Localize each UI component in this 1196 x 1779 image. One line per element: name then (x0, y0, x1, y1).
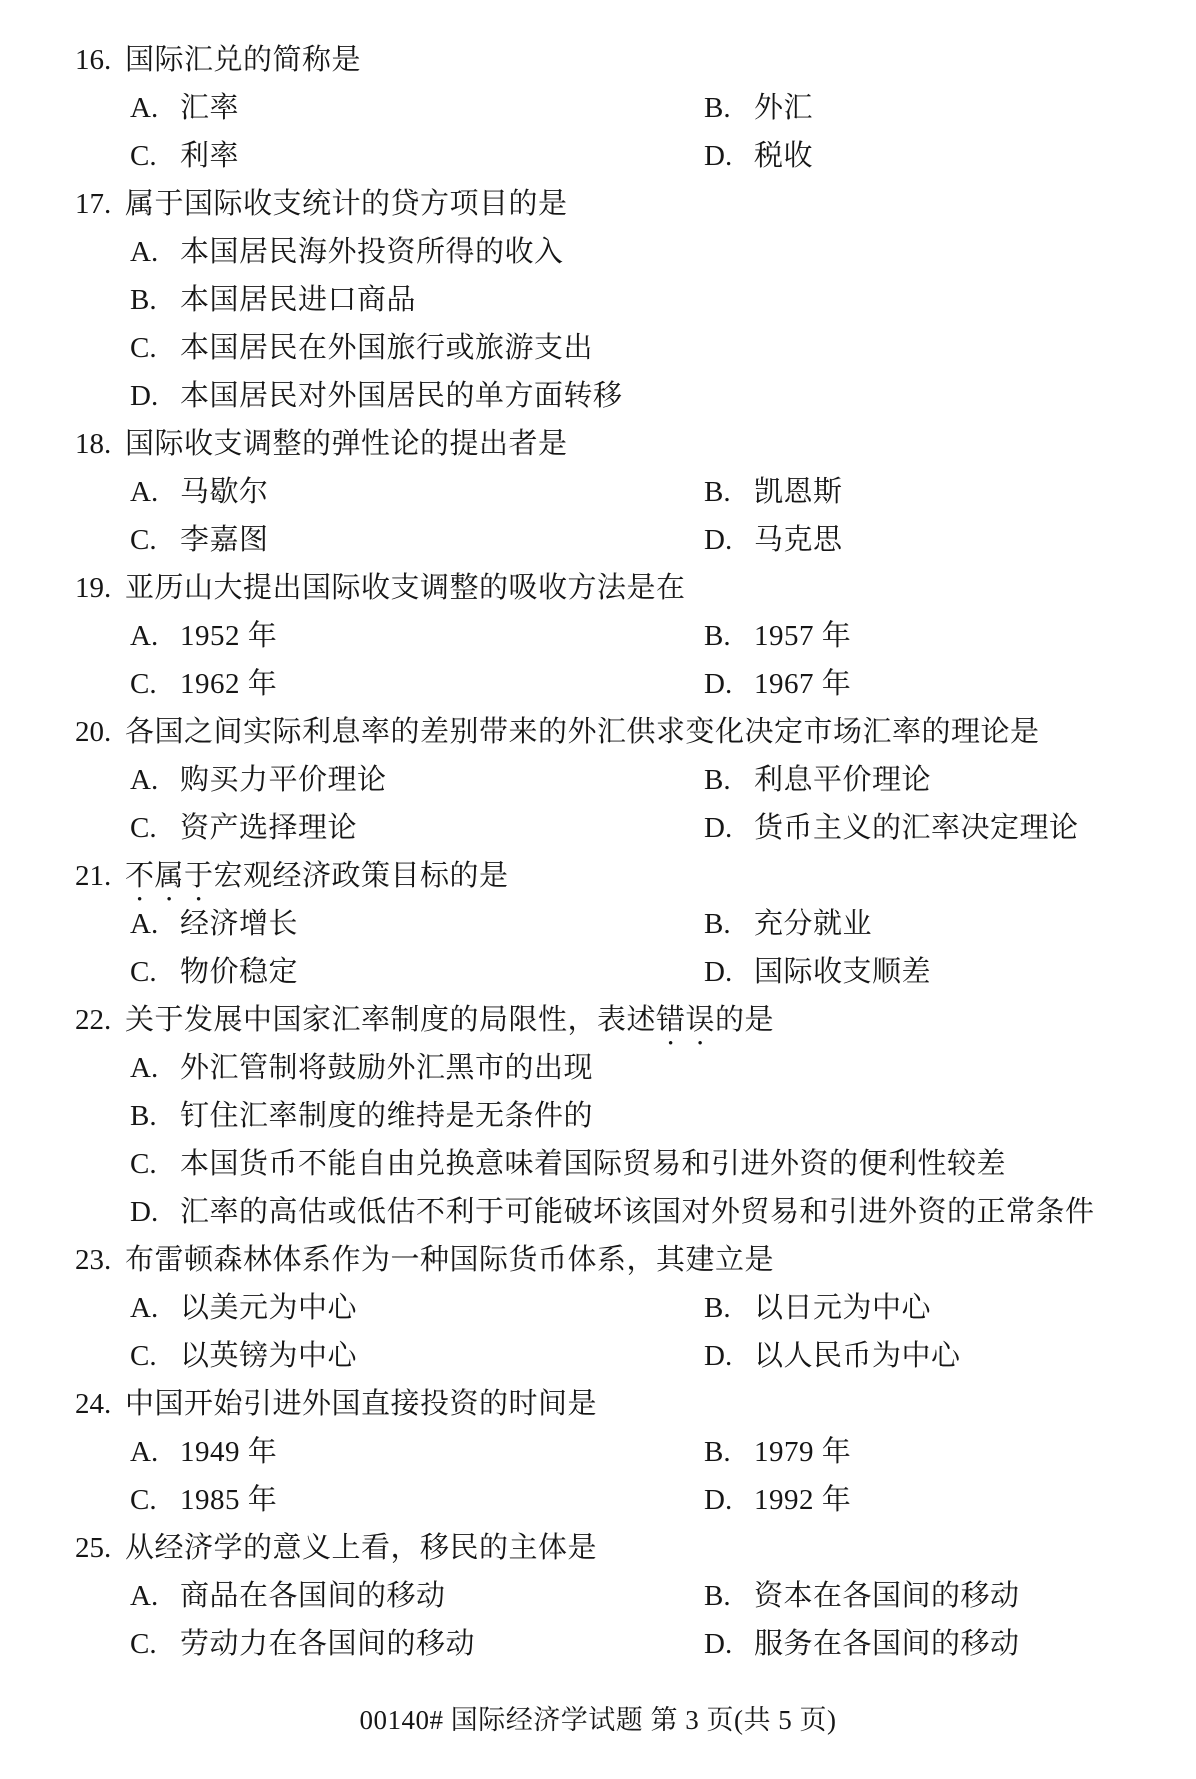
option-text: 以美元为中心 (180, 1292, 358, 1324)
option-letter: A. (130, 1052, 159, 1084)
option-letter: B. (130, 1100, 157, 1132)
option-letter: C. (130, 332, 157, 364)
option-16-C (130, 132, 704, 180)
question-20 (0, 708, 1196, 852)
question-title-row (0, 996, 1196, 1044)
question-17 (0, 180, 1196, 420)
option-text: 1957 年 (754, 620, 852, 652)
question-title (125, 860, 509, 892)
option-21-C (130, 948, 704, 996)
option-letter: D. (704, 1628, 733, 1660)
options-grid (130, 1428, 1196, 1524)
questions-list (0, 36, 1196, 1668)
option-18-A (130, 468, 704, 516)
option-20-D (704, 804, 1196, 852)
question-18 (0, 420, 1196, 564)
option-text: 商品在各国间的移动 (180, 1580, 446, 1612)
option-24-B (704, 1428, 1196, 1476)
question-title (125, 1004, 774, 1036)
question-title-row (0, 564, 1196, 612)
option-17-A (130, 228, 1196, 276)
question-21 (0, 852, 1196, 996)
option-text: 本国居民对外国居民的单方面转移 (180, 380, 623, 412)
option-letter: B. (704, 1580, 731, 1612)
option-17-C (130, 324, 1196, 372)
question-title-row (0, 36, 1196, 84)
option-letter: C. (130, 956, 157, 988)
option-text: 以人民币为中心 (754, 1340, 961, 1372)
option-letter: D. (130, 1196, 159, 1228)
option-letter: A. (130, 92, 159, 124)
option-text: 以日元为中心 (754, 1292, 932, 1324)
option-text: 1949 年 (180, 1436, 278, 1468)
option-text: 凯恩斯 (754, 476, 843, 508)
option-text: 1962 年 (180, 668, 278, 700)
option-text: 购买力平价理论 (180, 764, 387, 796)
option-text: 本国货币不能自由兑换意味着国际贸易和引进外资的便利性较差 (180, 1148, 1007, 1180)
option-text: 外汇 (754, 92, 814, 124)
option-text: 资产选择理论 (180, 812, 358, 844)
option-text: 资本在各国间的移动 (754, 1580, 1020, 1612)
option-text: 1952 年 (180, 620, 278, 652)
option-19-A (130, 612, 704, 660)
title-text: 关于发展中国家汇率制度的局限性，表述 (125, 1004, 657, 1036)
option-text: 李嘉图 (180, 524, 269, 556)
question-title (125, 1388, 597, 1420)
option-letter: A. (130, 1436, 159, 1468)
option-text: 钉住汇率制度的维持是无条件的 (180, 1100, 594, 1132)
question-number: 17. (75, 188, 112, 220)
option-text: 服务在各国间的移动 (754, 1628, 1020, 1660)
question-title (125, 716, 1040, 748)
question-title-row (0, 420, 1196, 468)
option-text: 1979 年 (754, 1436, 852, 1468)
question-number: 22. (75, 1004, 112, 1036)
option-text: 外汇管制将鼓励外汇黑市的出现 (180, 1052, 594, 1084)
option-23-B (704, 1284, 1196, 1332)
option-letter: D. (704, 668, 733, 700)
options-grid (130, 756, 1196, 852)
option-24-D (704, 1476, 1196, 1524)
option-text: 本国居民海外投资所得的收入 (180, 236, 564, 268)
option-23-D (704, 1332, 1196, 1380)
option-letter: C. (130, 812, 157, 844)
option-text: 以英镑为中心 (180, 1340, 358, 1372)
option-24-C (130, 1476, 704, 1524)
title-text: 国际汇兑的简称是 (125, 44, 362, 76)
option-letter: A. (130, 1580, 159, 1612)
option-16-B (704, 84, 1196, 132)
option-25-A (130, 1572, 704, 1620)
option-21-D (704, 948, 1196, 996)
option-text: 1992 年 (754, 1484, 852, 1516)
options-grid (130, 1284, 1196, 1380)
option-letter: A. (130, 764, 159, 796)
option-18-B (704, 468, 1196, 516)
option-text: 税收 (754, 140, 814, 172)
question-title (125, 44, 361, 76)
option-23-A (130, 1284, 704, 1332)
question-22 (0, 996, 1196, 1236)
option-letter: B. (704, 620, 731, 652)
option-text: 充分就业 (754, 908, 873, 940)
option-text: 1967 年 (754, 668, 852, 700)
option-text: 1985 年 (180, 1484, 278, 1516)
option-letter: D. (704, 956, 733, 988)
question-title (125, 428, 568, 460)
title-text: 宏观经济政策目标的是 (213, 860, 509, 892)
title-text: 布雷顿森林体系作为一种国际货币体系，其建立是 (125, 1244, 775, 1276)
options-grid (130, 900, 1196, 996)
option-letter: A. (130, 908, 159, 940)
option-text: 本国居民在外国旅行或旅游支出 (180, 332, 594, 364)
option-21-A (130, 900, 704, 948)
question-title (125, 188, 568, 220)
title-text: 属于国际收支统计的贷方项目的是 (125, 188, 568, 220)
question-number: 20. (75, 716, 112, 748)
option-25-B (704, 1572, 1196, 1620)
option-letter: C. (130, 1484, 157, 1516)
option-letter: C. (130, 1340, 157, 1372)
option-20-A (130, 756, 704, 804)
option-text: 经济增长 (180, 908, 299, 940)
question-title-row (0, 1524, 1196, 1572)
option-22-A (130, 1044, 1196, 1092)
option-letter: B. (704, 764, 731, 796)
option-text: 本国居民进口商品 (180, 284, 417, 316)
option-letter: D. (704, 812, 733, 844)
question-16 (0, 36, 1196, 180)
options-grid (130, 84, 1196, 180)
option-20-C (130, 804, 704, 852)
question-number: 19. (75, 572, 112, 604)
option-letter: B. (704, 92, 731, 124)
question-title-row (0, 180, 1196, 228)
question-title-row (0, 1236, 1196, 1284)
question-title (125, 1244, 774, 1276)
option-21-B (704, 900, 1196, 948)
option-text: 汇率 (180, 92, 240, 124)
options-grid (130, 468, 1196, 564)
option-17-D (130, 372, 1196, 420)
question-number: 24. (75, 1388, 112, 1420)
option-16-A (130, 84, 704, 132)
option-text: 马歇尔 (180, 476, 269, 508)
options-grid (130, 228, 1196, 420)
question-number: 23. (75, 1244, 112, 1276)
option-letter: B. (704, 908, 731, 940)
option-16-D (704, 132, 1196, 180)
option-25-D (704, 1620, 1196, 1668)
question-23 (0, 1236, 1196, 1380)
options-grid (130, 1044, 1196, 1236)
option-22-C (130, 1140, 1196, 1188)
option-letter: D. (130, 380, 159, 412)
options-grid (130, 612, 1196, 708)
option-25-C (130, 1620, 704, 1668)
question-title (125, 572, 686, 604)
option-19-D (704, 660, 1196, 708)
question-24 (0, 1380, 1196, 1524)
option-letter: C. (130, 1148, 157, 1180)
option-text: 汇率的高估或低估不利于可能破坏该国对外贸易和引进外资的正常条件 (180, 1196, 1095, 1228)
option-18-C (130, 516, 704, 564)
option-text: 劳动力在各国间的移动 (180, 1628, 476, 1660)
option-letter: C. (130, 524, 157, 556)
question-number: 16. (75, 44, 112, 76)
question-title (125, 1532, 597, 1564)
option-letter: C. (130, 140, 157, 172)
option-text: 货币主义的汇率决定理论 (754, 812, 1079, 844)
title-text: 国际收支调整的弹性论的提出者是 (125, 428, 568, 460)
option-text: 利率 (180, 140, 240, 172)
option-letter: C. (130, 668, 157, 700)
option-23-C (130, 1332, 704, 1380)
option-19-C (130, 660, 704, 708)
options-grid (130, 1572, 1196, 1668)
option-letter: D. (704, 524, 733, 556)
option-letter: C. (130, 1628, 157, 1660)
option-20-B (704, 756, 1196, 804)
title-text: 的是 (715, 1004, 775, 1036)
title-text: 从经济学的意义上看，移民的主体是 (125, 1532, 598, 1564)
question-title-row (0, 1380, 1196, 1428)
option-22-B (130, 1092, 1196, 1140)
question-25 (0, 1524, 1196, 1668)
option-text: 利息平价理论 (754, 764, 932, 796)
question-title-row (0, 708, 1196, 756)
title-text: 亚历山大提出国际收支调整的吸收方法是在 (125, 572, 686, 604)
option-22-D (130, 1188, 1196, 1236)
title-text: 各国之间实际利息率的差别带来的外汇供求变化决定市场汇率的理论是 (125, 716, 1040, 748)
option-letter: D. (704, 1484, 733, 1516)
option-letter: B. (704, 476, 731, 508)
question-number: 18. (75, 428, 112, 460)
option-text: 物价稳定 (180, 956, 299, 988)
option-letter: A. (130, 236, 159, 268)
question-19 (0, 564, 1196, 708)
title-text: 中国开始引进外国直接投资的时间是 (125, 1388, 598, 1420)
option-letter: D. (704, 1340, 733, 1372)
option-18-D (704, 516, 1196, 564)
option-text: 马克思 (754, 524, 843, 556)
question-title-row (0, 852, 1196, 900)
option-letter: A. (130, 476, 159, 508)
emphasized-text: 错误 (656, 1004, 716, 1036)
option-letter: D. (704, 140, 733, 172)
option-letter: B. (130, 284, 157, 316)
option-17-B (130, 276, 1196, 324)
option-19-B (704, 612, 1196, 660)
emphasized-text: 不属于 (125, 860, 214, 892)
option-text: 国际收支顺差 (754, 956, 932, 988)
question-number: 25. (75, 1532, 112, 1564)
question-number: 21. (75, 860, 112, 892)
option-24-A (130, 1428, 704, 1476)
option-letter: A. (130, 620, 159, 652)
page-footer: 00140# 国际经济学试题 第 3 页(共 5 页) (359, 1705, 837, 1735)
option-letter: A. (130, 1292, 159, 1324)
option-letter: B. (704, 1436, 731, 1468)
option-letter: B. (704, 1292, 731, 1324)
